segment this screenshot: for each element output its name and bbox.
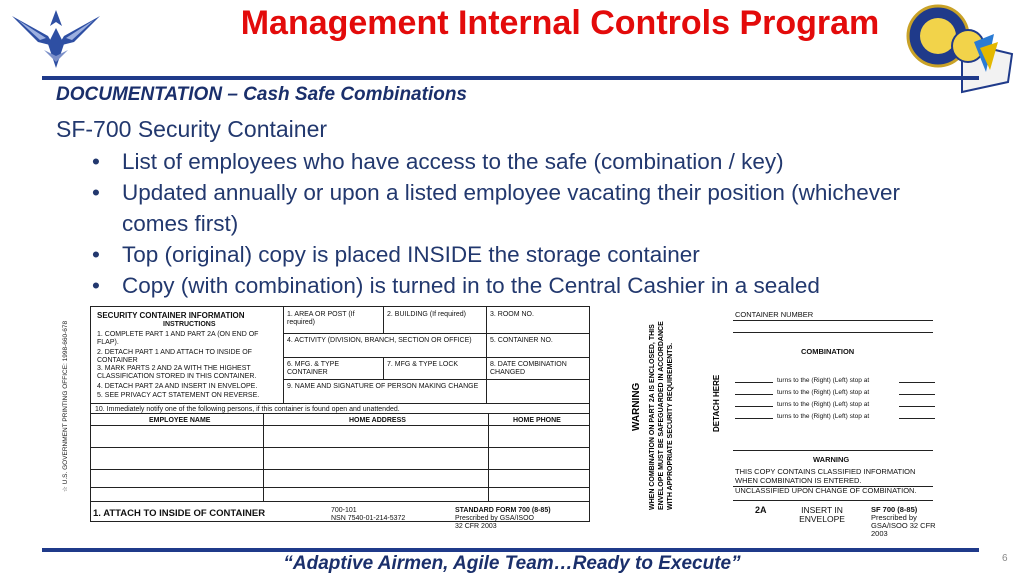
bullet-list	[90, 146, 970, 301]
bullet-icon: •	[92, 273, 100, 298]
content-heading: SF-700 Security Container	[56, 116, 328, 142]
part2a-sf-number: SF 700 (8-85)	[871, 505, 918, 514]
part2a-warning-text: THIS COPY CONTAINS CLASSIFIED INFORMATION WHEN COMBINATION IS ENTERED.	[735, 467, 916, 485]
form-blank	[899, 406, 935, 407]
part2a-warning: WARNING	[813, 455, 850, 464]
form-blank	[735, 418, 773, 419]
form-standard-number: STANDARD FORM 700 (8-85)	[455, 507, 551, 514]
bullet-icon: •	[92, 149, 100, 174]
form-divider	[283, 333, 589, 334]
form-blank	[735, 382, 773, 383]
form-blank	[735, 394, 773, 395]
form-divider	[733, 450, 933, 451]
section-subtitle: DOCUMENTATION – Cash Safe Combinations	[56, 84, 467, 105]
field-mfg-lock: 7. MFG & TYPE LOCK	[387, 361, 459, 368]
form-blank	[899, 394, 935, 395]
form-divider	[283, 357, 589, 358]
form-instruction: 4. DETACH PART 2A AND INSERT IN ENVELOPE.	[97, 383, 258, 390]
list-item: • Top (original) copy is placed INSIDE the storage container	[90, 239, 970, 270]
field-notify: 10. Immediately notify one of the following persons, if this container is found open and unattended.	[95, 406, 400, 413]
field-room-no: 3. ROOM NO.	[490, 311, 534, 318]
list-item: • Copy (with combination) is turned in to the Central Cashier in a sealed	[90, 270, 970, 301]
sf700-form-image	[90, 306, 590, 530]
form-nsn: 700-101 NSN 7540-01-214-5372	[331, 507, 406, 522]
col-employee-name: EMPLOYEE NAME	[149, 417, 211, 424]
field-name-signature: 9. NAME AND SIGNATURE OF PERSON MAKING CHANGE	[287, 383, 479, 390]
form-instruction: 2. DETACH PART 1 AND ATTACH TO INSIDE OF CONTAINER	[97, 349, 252, 364]
form-blank	[899, 382, 935, 383]
col-home-address: HOME ADDRESS	[349, 417, 406, 424]
air-force-wings-logo	[8, 6, 104, 70]
turns-row: turns to the (Right) (Left) stop at	[777, 389, 870, 396]
part2a-prescribed: Prescribed by GSA/ISOO 32 CFR 2003	[871, 513, 936, 538]
turns-row: turns to the (Right) (Left) stop at	[777, 401, 870, 408]
form-divider	[91, 403, 589, 404]
combination-label: COMBINATION	[801, 347, 855, 356]
footer-motto: “Adaptive Airmen, Agile Team…Ready to Execute”	[283, 553, 741, 574]
detach-here-label: DETACH HERE	[712, 374, 721, 432]
form-prescribed: Prescribed by GSA/ISOO 32 CFR 2003	[455, 515, 534, 530]
col-home-phone: HOME PHONE	[513, 417, 561, 424]
page-number: 6	[1002, 553, 1008, 564]
field-activity: 4. ACTIVITY (DIVISION, BRANCH, SECTION OR OFFICE)	[287, 337, 472, 344]
header-rule	[42, 76, 979, 80]
field-mfg-container: 6. MFG. & TYPE CONTAINER	[287, 361, 339, 376]
sf700-part2a-image	[733, 306, 938, 536]
envelope-warning-text: WHEN COMBINATION ON PART 2A IS ENCLOSED, THIS ENVELOPE MUST BE SAFEGUARDED IN ACCORDANCE WITH APPROPRIATE SECURITY REQUIREMENTS.	[649, 321, 674, 510]
form-divider	[283, 307, 284, 403]
field-area-post: 1. AREA OR POST (If required)	[287, 311, 355, 326]
unclassified-text: UNCLASSIFIED UPON CHANGE OF COMBINATION.	[735, 486, 917, 495]
form-divider	[733, 332, 933, 333]
form-instruction: 3. MARK PARTS 2 AND 2A WITH THE HIGHEST CLASSIFICATION STORED IN THIS CONTAINER.	[97, 365, 257, 380]
form-divider	[383, 357, 384, 379]
container-number-label: CONTAINER NUMBER	[735, 310, 814, 319]
form-divider	[733, 320, 933, 321]
form-divider	[283, 379, 589, 380]
form-instruction: 5. SEE PRIVACY ACT STATEMENT ON REVERSE.	[97, 392, 260, 399]
field-container-no: 5. CONTAINER NO.	[490, 337, 553, 344]
gpo-side-print: ☆ U.S. GOVERNMENT PRINTING OFFICE: 1998-660-678	[62, 320, 69, 492]
table-row	[91, 487, 589, 488]
table-row	[91, 469, 589, 470]
bullet-icon: •	[92, 180, 100, 205]
page-title: Management Internal Controls Program	[240, 4, 880, 42]
form-divider	[383, 307, 384, 333]
form-header-title: SECURITY CONTAINER INFORMATION	[97, 311, 245, 320]
list-item: • List of employees who have access to the safe (combination / key)	[90, 146, 970, 177]
footer-rule	[42, 548, 979, 552]
form-instructions-label: INSTRUCTIONS	[163, 321, 216, 328]
form-instruction: 1. COMPLETE PART 1 AND PART 2A (ON END OF FLAP).	[97, 331, 259, 346]
form-blank	[735, 406, 773, 407]
field-date-changed: 8. DATE COMBINATION CHANGED	[490, 361, 567, 376]
turns-row: turns to the (Right) (Left) stop at	[777, 377, 870, 384]
label-2a: 2A	[755, 505, 767, 515]
turns-row: turns to the (Right) (Left) stop at	[777, 413, 870, 420]
form-divider	[91, 425, 589, 426]
bullet-icon: •	[92, 242, 100, 267]
list-item: • Updated annually or upon a listed employee vacating their position (whichever comes first)	[90, 177, 970, 239]
form-divider	[733, 500, 933, 501]
field-building: 2. BUILDING (If required)	[387, 311, 466, 318]
table-row	[91, 447, 589, 448]
form-attach-label: 1. ATTACH TO INSIDE OF CONTAINER	[93, 508, 266, 519]
envelope-warning-title: WARNING	[631, 382, 642, 431]
form-blank	[899, 418, 935, 419]
table-row	[91, 501, 589, 502]
insert-envelope-label: INSERT IN ENVELOPE	[799, 505, 845, 524]
